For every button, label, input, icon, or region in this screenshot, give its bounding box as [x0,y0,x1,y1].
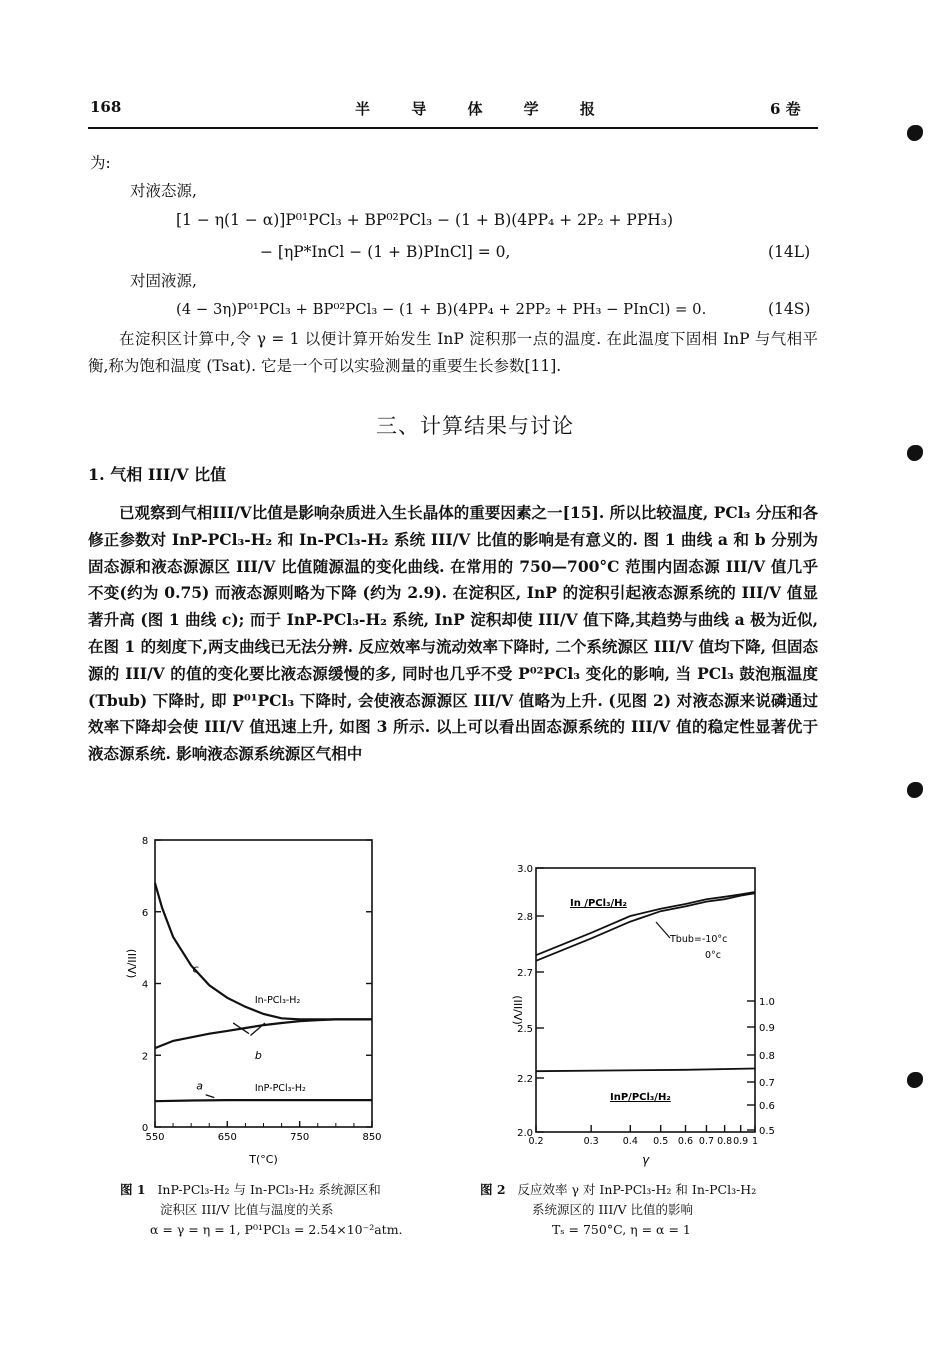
series-line-0 [536,892,755,955]
annotation-tbub-0: 0°c [705,950,722,961]
x-tick-label: 0.4 [622,1136,638,1147]
x-axis-label: T(°C) [249,1153,278,1166]
margin-mark [907,782,923,798]
figure-2-chart [500,860,800,1170]
figure-2-caption-line2: 系统源区的 III/V 比值的影响 [532,1202,693,1217]
y-right-tick-label: 0.9 [759,1023,775,1034]
margin-mark [907,1072,923,1088]
figure-1-caption [120,1180,450,1240]
x-tick-label: 850 [362,1132,382,1143]
x-tick-label: 0.6 [677,1136,694,1147]
pointer-a [206,1095,215,1098]
equation-14L-line1: [1 − η(1 − α)]P⁰¹PCl₃ + BP⁰²PCl₃ − (1 + B)(4PP₄ + 2P₂ + PPH₃) [176,211,674,229]
y-left-tick-label: 2.8 [517,912,533,923]
x-tick-label: 0.2 [528,1136,544,1147]
paragraph-saturation [88,326,818,380]
y-left-tick-label: 2.5 [517,1024,533,1035]
figure-1-caption-line3: α = γ = η = 1, P⁰¹PCl₃ = 2.54×10⁻²atm. [150,1222,403,1237]
annotation-in-pcl3-h2: In /PCl₃/H₂ [570,898,627,909]
annotation-b: b [254,1048,262,1062]
figure-2-number: 图 2 [480,1182,506,1197]
section-title: 三、计算结果与讨论 [376,414,574,438]
wei-text: 为: [90,154,111,172]
figure-1-caption-line1: InP-PCl₃-H₂ 与 In-PCl₃-H₂ 系统源区和 [157,1182,381,1197]
x-tick-label: 0.3 [583,1136,599,1147]
pointer-b [250,1023,264,1036]
x-tick-label: 1 [751,1136,759,1147]
x-tick-label: 0.7 [698,1136,715,1147]
annotation-in-pcl3-h2: In-PCl₃-H₂ [254,995,301,1007]
x-axis-label: γ [641,1153,650,1167]
x-tick-label: 0.8 [717,1136,733,1147]
y-axis-label: (III/V) [125,948,138,979]
x-tick-label: 0.5 [653,1136,669,1147]
equation-14L-line2: − [ηP*InCl − (1 + B)PInCl] = 0, [260,243,511,261]
y-right-tick-label: 0.5 [759,1126,775,1137]
series-line-a [155,1100,372,1101]
series-line-2 [536,1069,755,1072]
header-rule [88,127,818,129]
y-left-tick-label: 2.2 [517,1074,533,1085]
y-left-tick-label: 3.0 [517,864,533,875]
annotation-tbub-minus10: Tbub=-10°c [670,934,728,945]
y-right-tick-label: 0.6 [759,1101,775,1112]
equation-14S: (4 − 3η)P⁰¹PCl₃ + BP⁰²PCl₃ − (1 + B)(4PP₄ + 2PP₂ + PH₃ − PInCl) = 0. [176,301,707,318]
figure-1-container [110,830,410,980]
pointer-tbub [656,922,670,938]
y-tick-label: 2 [141,1051,149,1063]
paragraph-saturation-text: 在淀积区计算中,令 γ = 1 以便计算开始发生 InP 淀积那一点的温度. 在此温度下固相 InP 与气相平衡,称为饱和温度 (Tsat). 它是一个可以实验测量的重要生长参数[11]. [88,330,818,375]
equation-14S-number: (14S) [768,300,811,318]
x-tick-label: 750 [290,1132,310,1143]
margin-mark [907,445,923,461]
y-left-tick-label: 2.0 [517,1128,533,1139]
equation-14L-number: (14L) [768,243,811,261]
figure-2-caption [480,1180,820,1240]
annotation-inp-pcl3-h2: InP/PCl₃/H₂ [610,1092,671,1103]
series-line-1 [536,893,755,961]
x-tick-label: 0.9 [733,1136,749,1147]
y-left-tick-label: 2.7 [517,968,533,979]
annotation-c: c [192,962,199,976]
figure-2-caption-line1: 反应效率 γ 对 InP-PCl₃-H₂ 和 In-PCl₃-H₂ [517,1182,757,1197]
y-tick-label: 4 [141,979,149,991]
volume: 6 卷 [770,100,801,118]
solid-source-label: 对固液源, [130,272,197,290]
page-number: 168 [90,98,122,116]
y-tick-label: 8 [141,836,149,847]
journal-title: 半 导 体 学 报 [355,100,613,118]
margin-mark [907,125,923,141]
x-tick-label: 550 [145,1132,165,1143]
paragraph-ratio-text: 已观察到气相III/V比值是影响杂质进入生长晶体的重要因素之一[15]. 所以比较温度, PCl₃ 分压和各修正参数对 InP-PCl₃-H₂ 和 In-PCl₃-H₂ 系统 III/V 比值的影响是有意义的. 图 1 曲线 a 和 b 分别为固态源和液态源源区 III/V 比值随源温的变化曲线. 在常用的 750—700°C 范围内固态源 III/V 值几乎不变(约为 0.75) 而液态源则略为下降 (约为 2.9). 在淀积区, InP 的淀积引起液态源系统的 III/V 值显著升高 (图 1 曲线 c); 而于 InP-PCl₃-H₂ 系统, InP 淀积却使 III/V 值下降,其趋势与曲线 a 极为近似,在图 1 的刻度下,两支曲线已无法分辨. 反应效率与流动效率下降时, 二个系统源区 III/V 值均下降, 但固态源的 III/V 的值的变化要比液态源缓慢的多, 同时也几乎不受 P⁰²PCl₃ 变化的影响, 当 PCl₃ 鼓泡瓶温度 (Tbub) 下降时, 即 P⁰¹PCl₃ 下降时, 会使液态源源区 III/V 值略为上升. (见图 2) 对液态源来说磷通过效率下降却会使 III/V 值迅速上升, 如图 3 所示. 以上可以看出固态源系统的 III/V 值的稳定性显著优于液态源系统. 影响液态源系统源区气相中 [88,503,818,764]
y-right-tick-label: 0.7 [759,1078,775,1089]
liquid-source-label: 对液态源, [130,182,197,200]
x-tick-label: 650 [217,1132,237,1143]
annotation-inp-pcl3-h2: InP-PCl₃-H₂ [254,1083,306,1095]
y-right-tick-label: 0.8 [759,1051,775,1062]
paragraph-ratio [88,500,818,768]
y-axis-label: (III/V) [511,995,524,1025]
y-right-tick-label: 1.0 [759,997,775,1008]
figure-2-caption-line3: Tₛ = 750°C, η = α = 1 [552,1222,691,1237]
y-tick-label: 0 [141,1123,149,1134]
figure-1-number: 图 1 [120,1182,146,1197]
figure-1-caption-line2: 淀积区 III/V 比值与温度的关系 [160,1202,334,1217]
annotation-a: a [196,1079,203,1093]
y-tick-label: 6 [141,907,149,919]
subsection-title: 1. 气相 III/V 比值 [88,465,227,484]
